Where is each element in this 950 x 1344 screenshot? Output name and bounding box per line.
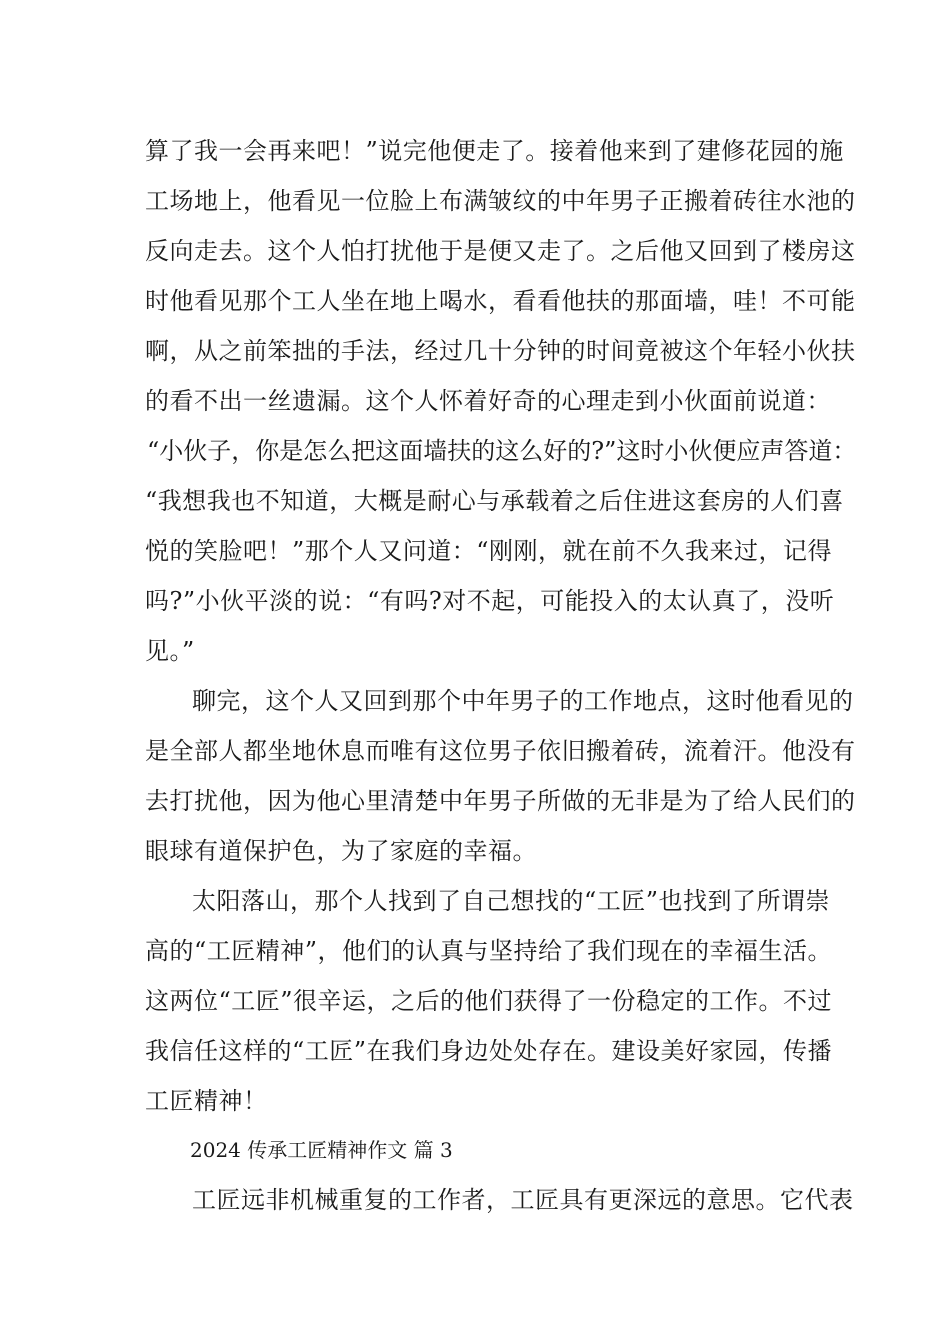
text-line: 眼球有道保护色，为了家庭的幸福。: [145, 837, 537, 865]
text-line: 的看不出一丝遗漏。这个人怀着好奇的心理走到小伙面前说道：: [145, 387, 831, 415]
text-line: 见。”: [145, 637, 195, 665]
text-line: 我信任这样的“工匠”在我们身边处处存在。建设美好家园，传播: [145, 1037, 833, 1065]
text-line: 去打扰他，因为他心里清楚中年男子所做的无非是为了给人民们的: [145, 787, 856, 815]
text-line: 工场地上，他看见一位脸上布满皱纹的中年男子正搬着砖往水池的: [145, 187, 856, 215]
text-line: 吗?”小伙平淡的说：“有吗?对不起，可能投入的太认真了，没听: [145, 587, 835, 615]
text-line: 悦的笑脸吧！”那个人又问道：“刚刚，就在前不久我来过，记得: [145, 537, 833, 565]
text-line: 啊，从之前笨拙的手法，经过几十分钟的时间竟被这个年轻小伙扶: [145, 337, 856, 365]
section-heading: 2024 传承工匠精神作文 篇 3: [190, 1138, 453, 1162]
text-line: 工匠精神！: [145, 1087, 268, 1115]
text-line: “我想我也不知道，大概是耐心与承载着之后住进这套房的人们喜: [145, 487, 844, 515]
paragraph-first-line: 工匠远非机械重复的工作者，工匠具有更深远的意思。它代表: [192, 1186, 854, 1214]
paragraph-first-line: 太阳落山，那个人找到了自己想找的“工匠”也找到了所谓崇: [192, 887, 831, 915]
text-line: “小伙子，你是怎么把这面墙扶的这么好的?”这时小伙便应声答道：: [147, 437, 857, 465]
text-line: 高的“工匠精神”，他们的认真与坚持给了我们现在的幸福生活。: [145, 937, 833, 965]
paragraph-first-line: 聊完，这个人又回到那个中年男子的工作地点，这时他看见的: [192, 687, 854, 715]
text-line: 时他看见那个工人坐在地上喝水，看看他扶的那面墙，哇！不可能: [145, 287, 856, 315]
text-line: 算了我一会再来吧！”说完他便走了。接着他来到了建修花园的施: [145, 137, 844, 165]
text-line: 这两位“工匠”很辛运，之后的他们获得了一份稳定的工作。不过: [145, 987, 833, 1015]
text-line: 反向走去。这个人怕打扰他于是便又走了。之后他又回到了楼房这: [145, 237, 856, 265]
text-line: 是全部人都坐地休息而唯有这位男子依旧搬着砖，流着汗。他没有: [145, 737, 856, 765]
